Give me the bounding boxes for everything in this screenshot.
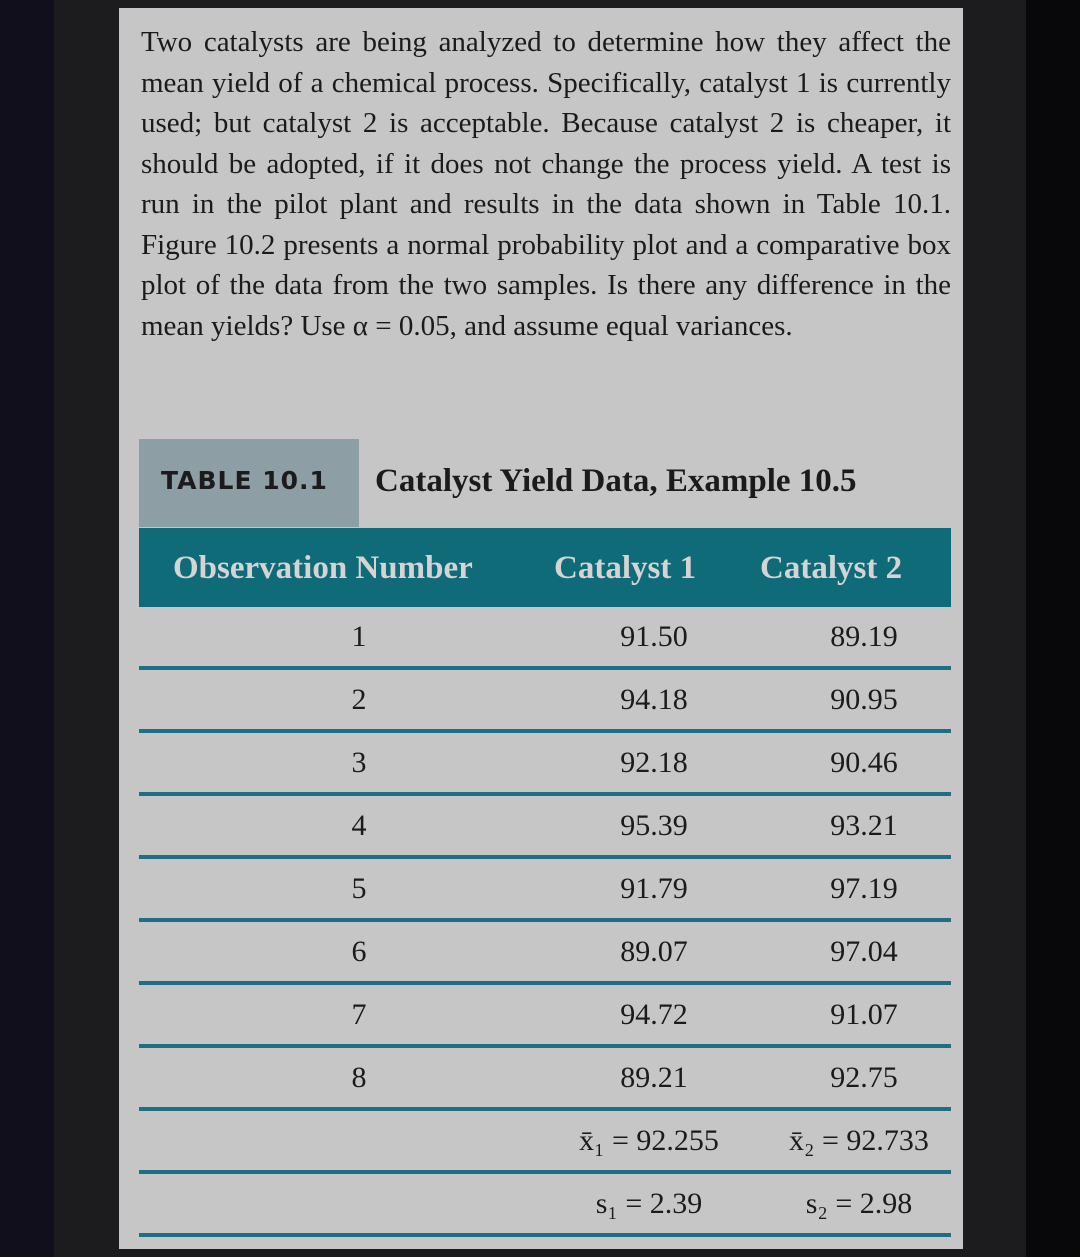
catalyst-2-value: 97.19 <box>830 872 898 905</box>
catalyst-2-value: 97.04 <box>830 935 898 968</box>
textbook-page <box>119 8 963 1249</box>
catalyst-2-value: 92.75 <box>830 1061 898 1094</box>
observation-number: 5 <box>351 872 367 905</box>
observation-number: 6 <box>351 935 367 968</box>
right-margin <box>1026 0 1080 1257</box>
table-header <box>139 528 951 607</box>
catalyst-2-value: 90.95 <box>830 683 898 716</box>
table-row <box>139 1048 951 1111</box>
observation-number: 2 <box>351 683 367 716</box>
column-header-catalyst-1: Catalyst 1 <box>554 550 697 586</box>
catalyst-1-value: 91.79 <box>620 872 688 905</box>
observation-number: 1 <box>351 620 367 653</box>
catalyst-1-mean: x̄₁ = 92.255 <box>579 1124 719 1157</box>
problem-statement: Two catalysts are being analyzed to determine how they affect the mean yield of a chemical process. Specifically, catalyst 1 is currently used; but catalyst 2 is acceptable. Because catalyst 2 is cheaper, it should be adopted, if it does not change the process yield. A test is run in the pilot plant and results in the data shown in Table 10.1. Figure 10.2 presents a normal probability plot and a comparative box plot of the data from the two samples. Is there any difference in the mean yields? Use α = 0.05, and assume equal variances. <box>141 26 951 342</box>
table-row <box>139 859 951 922</box>
table-row <box>139 985 951 1048</box>
catalyst-2-std-dev: s₂ = 2.98 <box>805 1187 913 1220</box>
catalyst-1-value: 92.18 <box>620 746 688 779</box>
summary-row-std-devs <box>139 1174 951 1237</box>
observation-number: 8 <box>351 1061 367 1094</box>
column-header-catalyst-2: Catalyst 2 <box>760 550 903 586</box>
catalyst-2-mean: x̄₂ = 92.733 <box>789 1124 929 1157</box>
catalyst-1-value: 89.21 <box>620 1061 688 1094</box>
catalyst-1-value: 94.18 <box>620 683 688 716</box>
observation-number: 4 <box>351 809 367 842</box>
catalyst-2-value: 90.46 <box>830 746 898 779</box>
catalyst-2-value: 91.07 <box>830 998 898 1031</box>
catalyst-2-value: 93.21 <box>830 809 898 842</box>
table-row <box>139 922 951 985</box>
column-header-observation: Observation Number <box>173 550 473 586</box>
catalyst-1-value: 89.07 <box>620 935 688 968</box>
table-title: Catalyst Yield Data, Example 10.5 <box>375 463 857 499</box>
table-label: TABLE 10.1 <box>161 466 328 495</box>
table-row <box>139 670 951 733</box>
catalyst-1-std-dev: s₁ = 2.39 <box>595 1187 703 1220</box>
summary-row-means <box>139 1111 951 1174</box>
table-row <box>139 607 951 670</box>
catalyst-1-value: 94.72 <box>620 998 688 1031</box>
catalyst-1-value: 95.39 <box>620 809 688 842</box>
observation-number: 3 <box>351 746 367 779</box>
left-margin <box>0 0 54 1257</box>
table-row <box>139 796 951 859</box>
catalyst-1-value: 91.50 <box>620 620 688 653</box>
table-body <box>139 607 951 1237</box>
table-row <box>139 733 951 796</box>
observation-number: 7 <box>351 998 367 1031</box>
catalyst-2-value: 89.19 <box>830 620 898 653</box>
